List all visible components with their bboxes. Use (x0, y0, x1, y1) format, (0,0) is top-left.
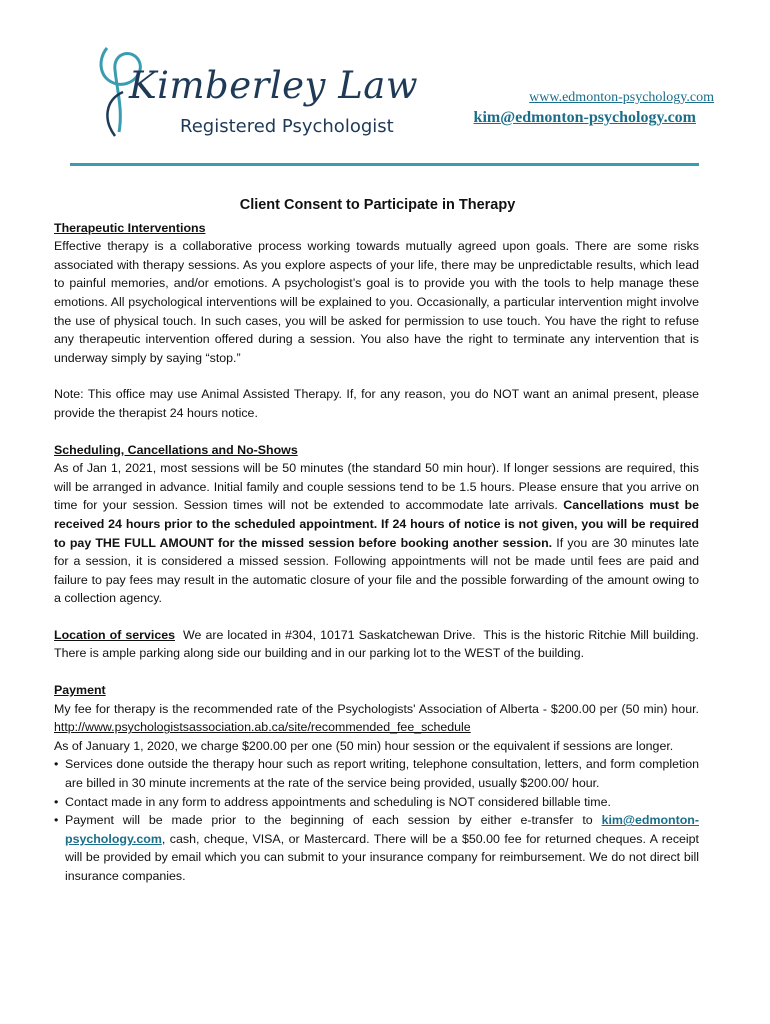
payment-bullet-list (54, 755, 699, 885)
header-divider (70, 163, 699, 166)
bullet-icon: • (54, 794, 59, 809)
logo-subtitle: Registered Psychologist (180, 116, 394, 137)
logo-name: Kimberley Law (129, 64, 419, 107)
document-body (54, 196, 703, 886)
email-link[interactable]: kim@edmonton-psychology.com (473, 109, 696, 126)
animal-therapy-note: Note: This office may use Animal Assisted Therapy. If, for any reason, you do NOT want an animal present, please provide the therapist 24 hours notice. (54, 387, 699, 420)
fee-paragraph: My fee for therapy is the recommended rate of the Psychologists' Association of Alberta - $200.00 per (50 min) hour. http://www.psychologistsassociation.ab.ca/site/recommended_fee_schedule (54, 701, 699, 735)
payment-email-link[interactable]: kim@edmonton-psychology.com (65, 813, 699, 846)
bullet-icon: • (54, 757, 59, 772)
section-heading-payment: Payment (54, 683, 106, 698)
section-heading-location: Location of services (54, 627, 175, 642)
logo (93, 40, 419, 152)
bullet-icon: • (54, 813, 59, 828)
cancellation-policy-bold: Cancellations must be received 24 hours prior to the scheduled appointment. If 24 hours of notice is not given, you will be required to pay THE FULL AMOUNT for the missed session before booking another session. (54, 498, 699, 550)
location-paragraph: Location of services We are located in #304, 10171 Saskatchewan Drive. This is the historic Ritchie Mill building. There is ample parking along side our building and in our parking lot to the WEST of the building. (54, 627, 703, 661)
scheduling-paragraph: As of Jan 1, 2021, most sessions will be 50 minutes (the standard 50 min hour). If longer sessions are required, this will be arranged in advance. Initial family and couple sessions tend to be 1.5 hours. Please ensure that you arrive on time for your session. Session times will not be extended to accommodate late arrivals. Cancellations must be received 24 hours prior to the scheduled appointment. If 24 hours of notice is not given, you will be required to pay THE FULL AMOUNT for the missed session before booking another session. If you are 30 minutes late for a session, it is considered a missed session. Following appointments will not be made until fees are paid and failure to pay fees may result in the automatic closure of your file and the possible forwarding of the amount owing to a collection agency. (54, 461, 700, 606)
as-of-paragraph: As of January 1, 2020, we charge $200.00 per one (50 min) hour session or the equivalent if sessions are longer. (54, 738, 674, 753)
list-item: • Services done outside the therapy hour such as report writing, telephone consultation, letters, and form completion are billed in 30 minute increments at the rate of the service being provided, usually $200.00/ hour. (54, 757, 699, 791)
list-item: • Payment will be made prior to the beginning of each session by either e-transfer to kim@edmonton-psychology.com, cash, cheque, VISA, or Mastercard. There will be a $50.00 fee for returned cheques. A receipt will be provided by email which you can submit to your insurance company for reimbursement. We do not direct bill insurance companies. (54, 813, 699, 883)
list-item: • Contact made in any form to address appointments and scheduling is NOT considered billable time. (54, 793, 699, 812)
section-heading-therapeutic: Therapeutic Interventions (54, 220, 206, 235)
page-title: Client Consent to Participate in Therapy (239, 197, 516, 213)
section-heading-scheduling: Scheduling, Cancellations and No-Shows (54, 442, 298, 457)
website-link[interactable]: www.edmonton-psychology.com (529, 90, 714, 105)
fee-schedule-link[interactable]: http://www.psychologistsassociation.ab.ca/site/recommended_fee_schedule (54, 720, 471, 735)
therapeutic-paragraph: Effective therapy is a collaborative process working towards mutually agreed upon goals. There are some risks associated with therapy sessions. As you explore aspects of your life, there may be unpredictable results, which lead to painful memories, and/or emotions. A psychologist’s goal is to provide you with the tools to help manage these emotions. All psychological interventions will be explained to you. Occasionally, a particular intervention might involve the use of physical touch. In such cases, you will be asked for permission to use touch. You have the right to refuse any therapeutic intervention offered during a session. You also have the right to terminate any intervention that is underway simply by saying “stop.” (54, 239, 699, 365)
